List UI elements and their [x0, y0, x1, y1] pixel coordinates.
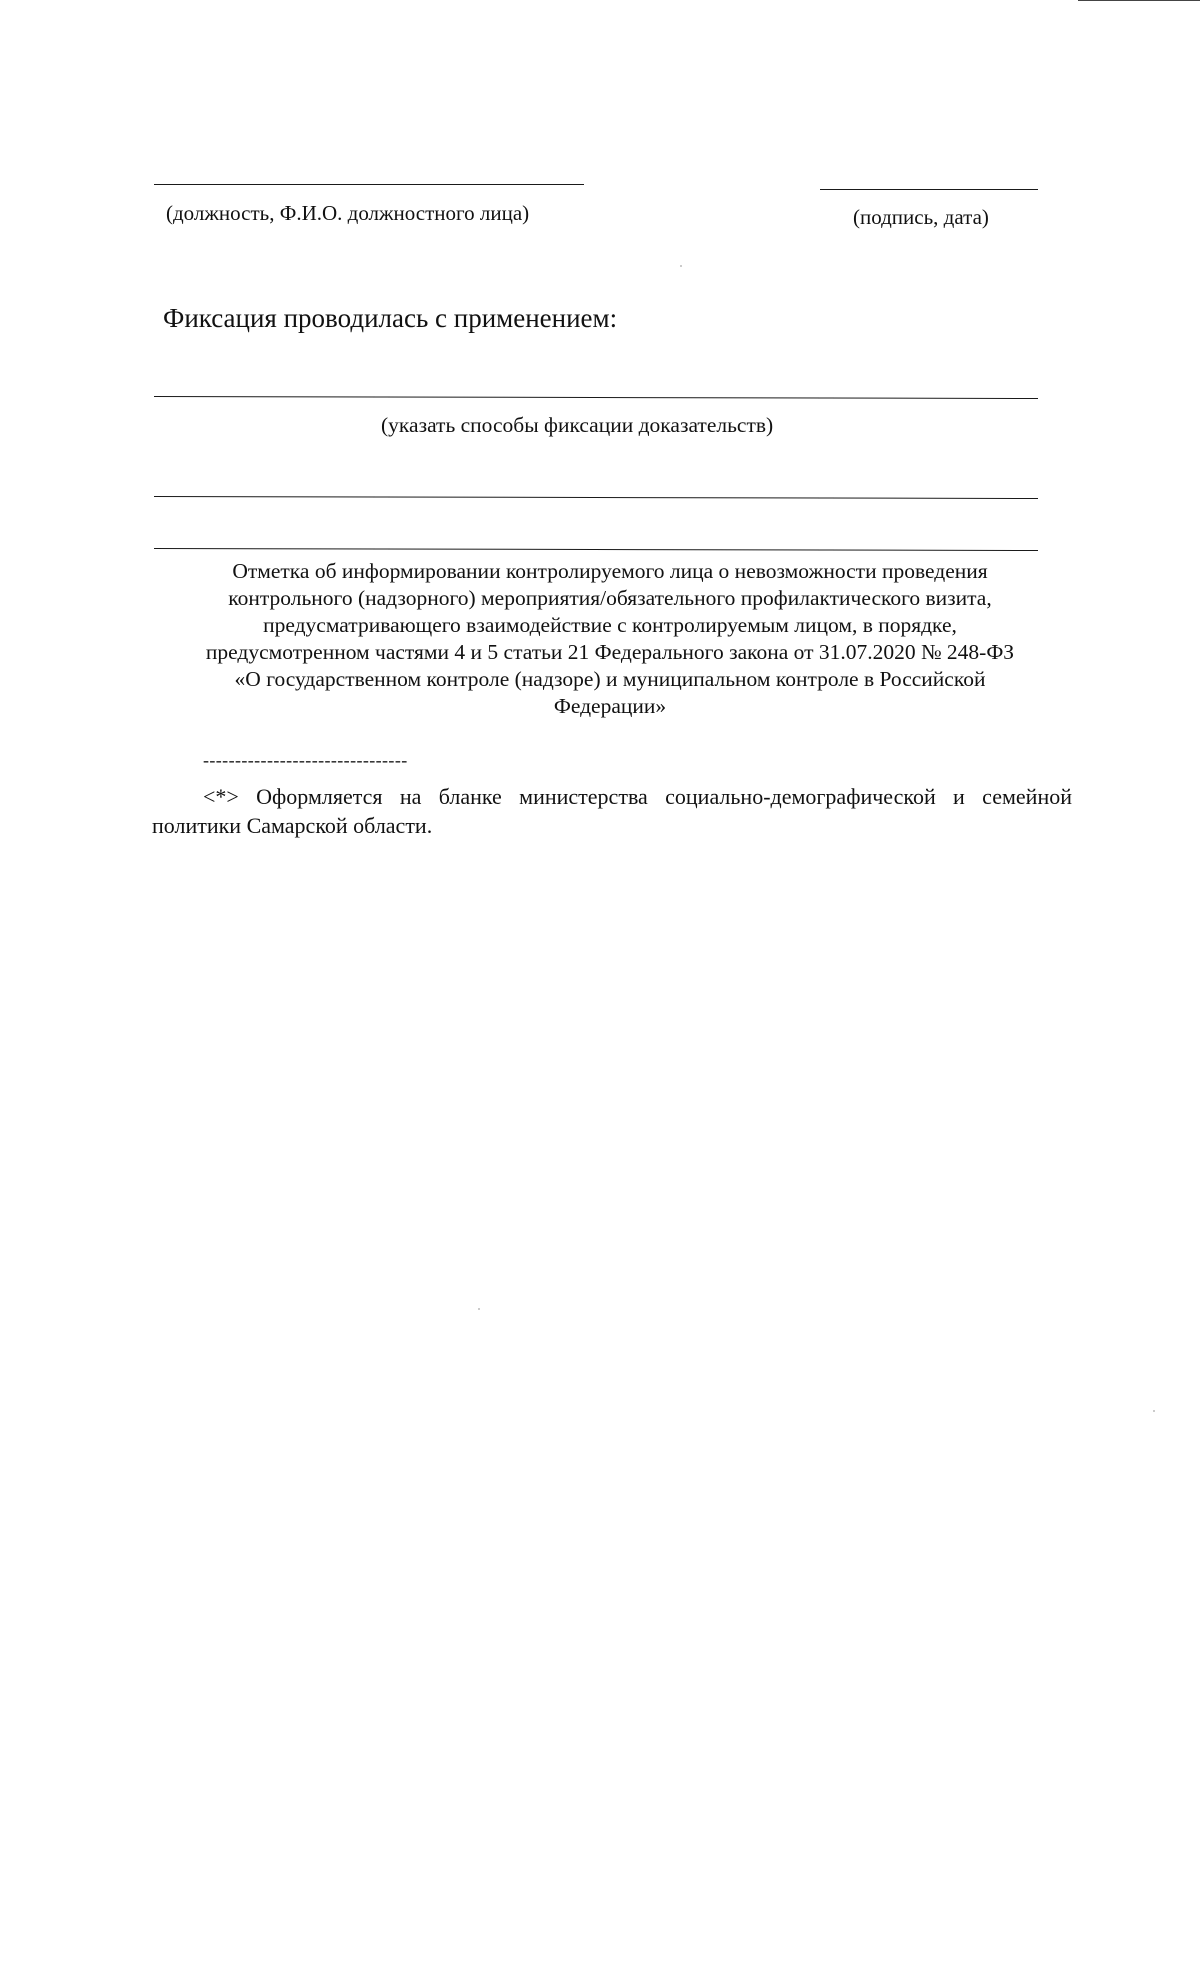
footnote-line-1: <*> Оформляется на бланке министерства социально-демографической и семейной — [203, 784, 1072, 809]
signature-caption: (подпись, дата) — [853, 205, 989, 229]
official-signature-line — [154, 184, 584, 185]
scan-edge-line — [1078, 0, 1200, 1]
blank-line-1 — [154, 496, 1038, 499]
footnote-separator: -------------------------------- — [203, 750, 408, 770]
scan-speck — [478, 1308, 480, 1310]
fixation-methods-caption: (указать способы фиксации доказательств) — [381, 413, 774, 437]
official-caption: (должность, Ф.И.О. должностного лица) — [166, 201, 530, 225]
footnote-text — [152, 782, 1072, 840]
fixation-heading: Фиксация проводилась с применением: — [163, 303, 618, 333]
fixation-methods-line — [154, 396, 1038, 399]
notification-mark-text: Отметка об информировании контролируемого лица о невозможности проведения контрольного (надзорного) мероприятия/обязательного профилактического визита, предусматривающего взаимодействие с контролируемым лицом, в порядке, предусмотренном частями 4 и 5 статьи 21 Федерального закона от 31.07.2020 № 248-ФЗ «О государственном контроле (надзоре) и муниципальном контроле в Российской Федерации» — [205, 559, 1015, 718]
blank-line-2 — [154, 548, 1038, 551]
scan-speck — [680, 265, 682, 267]
signature-date-line — [820, 189, 1038, 190]
footnote-line-2: политики Самарской области. — [152, 813, 433, 838]
scan-speck — [1153, 1410, 1155, 1412]
